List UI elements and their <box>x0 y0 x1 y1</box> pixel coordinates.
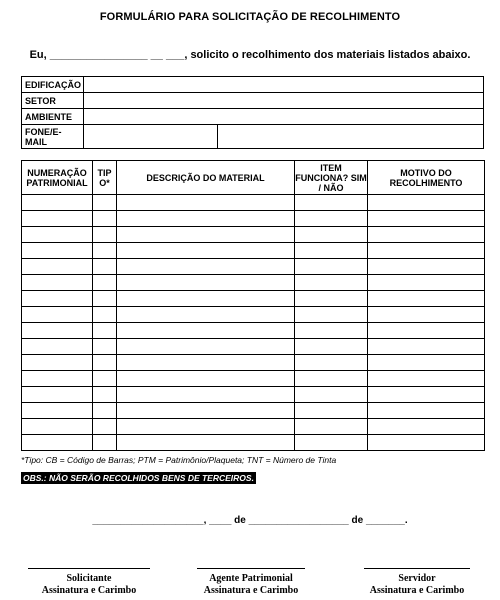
table-row <box>22 291 485 307</box>
signature-servidor <box>364 568 470 597</box>
cell-descricao[interactable] <box>117 323 295 339</box>
signature-role: Solicitante <box>66 573 112 584</box>
cell-funciona[interactable] <box>295 227 368 243</box>
cell-descricao[interactable] <box>117 275 295 291</box>
cell-tipo[interactable] <box>93 275 117 291</box>
cell-motivo[interactable] <box>368 307 485 323</box>
signature-line[interactable] <box>28 568 150 569</box>
signature-caption: Assinatura e Carimbo <box>369 585 465 596</box>
cell-descricao[interactable] <box>117 339 295 355</box>
cell-tipo[interactable] <box>93 307 117 323</box>
field-input-fone[interactable] <box>84 125 218 149</box>
table-row <box>22 435 485 451</box>
signature-line[interactable] <box>364 568 470 569</box>
obs-notice: OBS.: NÃO SERÃO RECOLHIDOS BENS DE TERCEIROS. <box>23 473 254 483</box>
cell-motivo[interactable] <box>368 195 485 211</box>
cell-descricao[interactable] <box>117 355 295 371</box>
cell-funciona[interactable] <box>295 259 368 275</box>
location-info-table <box>21 76 484 149</box>
cell-motivo[interactable] <box>368 339 485 355</box>
cell-numeracao[interactable] <box>22 211 93 227</box>
header-motivo: MOTIVO DO RECOLHIMENTO <box>368 161 485 195</box>
cell-funciona[interactable] <box>295 323 368 339</box>
cell-tipo[interactable] <box>93 227 117 243</box>
cell-tipo[interactable] <box>93 403 117 419</box>
cell-motivo[interactable] <box>368 403 485 419</box>
table-row <box>22 243 485 259</box>
cell-motivo[interactable] <box>368 291 485 307</box>
cell-numeracao[interactable] <box>22 291 93 307</box>
cell-numeracao[interactable] <box>22 371 93 387</box>
field-input-email[interactable] <box>218 125 484 149</box>
cell-numeracao[interactable] <box>22 403 93 419</box>
table-row <box>22 387 485 403</box>
table-row <box>22 355 485 371</box>
table-row <box>22 275 485 291</box>
cell-tipo[interactable] <box>93 323 117 339</box>
type-legend: *Tipo: CB = Código de Barras; PTM = Patrimônio/Plaqueta; TNT = Número de Tinta <box>21 455 337 465</box>
cell-motivo[interactable] <box>368 419 485 435</box>
cell-descricao[interactable] <box>117 419 295 435</box>
field-label-edificacao: EDIFICAÇÃO <box>22 77 84 93</box>
cell-funciona[interactable] <box>295 211 368 227</box>
signature-agente <box>197 568 305 597</box>
cell-funciona[interactable] <box>295 419 368 435</box>
signature-role: Servidor <box>398 573 436 584</box>
cell-numeracao[interactable] <box>22 387 93 403</box>
header-funciona: ITEM FUNCIONA? SIM / NÃO <box>295 162 367 193</box>
cell-motivo[interactable] <box>368 371 485 387</box>
cell-funciona[interactable] <box>295 371 368 387</box>
table-row <box>22 323 485 339</box>
cell-tipo[interactable] <box>93 259 117 275</box>
cell-descricao[interactable] <box>117 243 295 259</box>
cell-funciona[interactable] <box>295 339 368 355</box>
signature-solicitante <box>28 568 150 597</box>
cell-motivo[interactable] <box>368 275 485 291</box>
cell-tipo[interactable] <box>93 291 117 307</box>
header-descricao: DESCRIÇÃO DO MATERIAL <box>117 161 295 195</box>
cell-funciona[interactable] <box>295 307 368 323</box>
cell-tipo[interactable] <box>93 387 117 403</box>
materials-table <box>21 160 485 451</box>
table-row <box>22 195 485 211</box>
field-label-setor: SETOR <box>22 93 84 109</box>
cell-tipo[interactable] <box>93 195 117 211</box>
signature-caption: Assinatura e Carimbo <box>203 585 299 596</box>
cell-tipo[interactable] <box>93 355 117 371</box>
cell-tipo[interactable] <box>93 243 117 259</box>
table-row <box>22 227 485 243</box>
cell-funciona[interactable] <box>295 291 368 307</box>
cell-descricao[interactable] <box>117 259 295 275</box>
cell-descricao[interactable] <box>117 371 295 387</box>
signature-role: Agente Patrimonial <box>209 573 293 584</box>
cell-funciona[interactable] <box>295 403 368 419</box>
form-title: FORMULÁRIO PARA SOLICITAÇÃO DE RECOLHIMENTO <box>99 11 401 23</box>
cell-tipo[interactable] <box>93 419 117 435</box>
cell-funciona[interactable] <box>295 243 368 259</box>
cell-descricao[interactable] <box>117 227 295 243</box>
table-row <box>22 259 485 275</box>
cell-motivo[interactable] <box>368 211 485 227</box>
cell-numeracao[interactable] <box>22 243 93 259</box>
cell-numeracao[interactable] <box>22 339 93 355</box>
cell-tipo[interactable] <box>93 339 117 355</box>
field-label-fone-email: FONE/E-MAIL <box>22 125 84 149</box>
field-input-edificacao[interactable] <box>84 77 484 93</box>
cell-descricao[interactable] <box>117 211 295 227</box>
table-row <box>22 211 485 227</box>
cell-funciona[interactable] <box>295 387 368 403</box>
cell-motivo[interactable] <box>368 355 485 371</box>
cell-numeracao[interactable] <box>22 355 93 371</box>
cell-motivo[interactable] <box>368 227 485 243</box>
cell-motivo[interactable] <box>368 387 485 403</box>
cell-numeracao[interactable] <box>22 419 93 435</box>
cell-numeracao[interactable] <box>22 323 93 339</box>
request-statement: Eu, ________________ __ ___, solicito o recolhimento dos materiais listados abaixo. <box>29 49 471 61</box>
cell-tipo[interactable] <box>93 211 117 227</box>
signature-line[interactable] <box>197 568 305 569</box>
table-row <box>22 371 485 387</box>
cell-tipo[interactable] <box>93 371 117 387</box>
table-row <box>22 403 485 419</box>
cell-descricao[interactable] <box>117 291 295 307</box>
cell-funciona[interactable] <box>295 355 368 371</box>
cell-motivo[interactable] <box>368 435 485 451</box>
cell-descricao[interactable] <box>117 387 295 403</box>
table-row <box>22 307 485 323</box>
cell-numeracao[interactable] <box>22 275 93 291</box>
cell-descricao[interactable] <box>117 307 295 323</box>
table-row <box>22 339 485 355</box>
cell-numeracao[interactable] <box>22 195 93 211</box>
field-input-setor[interactable] <box>84 93 484 109</box>
cell-numeracao[interactable] <box>22 307 93 323</box>
signature-caption: Assinatura e Carimbo <box>41 585 137 596</box>
cell-funciona[interactable] <box>295 195 368 211</box>
cell-motivo[interactable] <box>368 259 485 275</box>
header-tipo: TIP O* <box>93 161 117 195</box>
cell-numeracao[interactable] <box>22 435 93 451</box>
cell-tipo[interactable] <box>93 435 117 451</box>
cell-descricao[interactable] <box>117 403 295 419</box>
field-input-ambiente[interactable] <box>84 109 484 125</box>
cell-numeracao[interactable] <box>22 227 93 243</box>
header-numeracao: NUMERAÇÃO PATRIMONIAL <box>22 161 93 195</box>
cell-descricao[interactable] <box>117 195 295 211</box>
cell-motivo[interactable] <box>368 323 485 339</box>
field-label-ambiente: AMBIENTE <box>22 109 84 125</box>
date-line: ____________________, ____ de __________________ de _______. <box>92 515 408 526</box>
cell-funciona[interactable] <box>295 435 368 451</box>
cell-motivo[interactable] <box>368 243 485 259</box>
table-row <box>22 419 485 435</box>
cell-numeracao[interactable] <box>22 259 93 275</box>
cell-funciona[interactable] <box>295 275 368 291</box>
cell-descricao[interactable] <box>117 435 295 451</box>
